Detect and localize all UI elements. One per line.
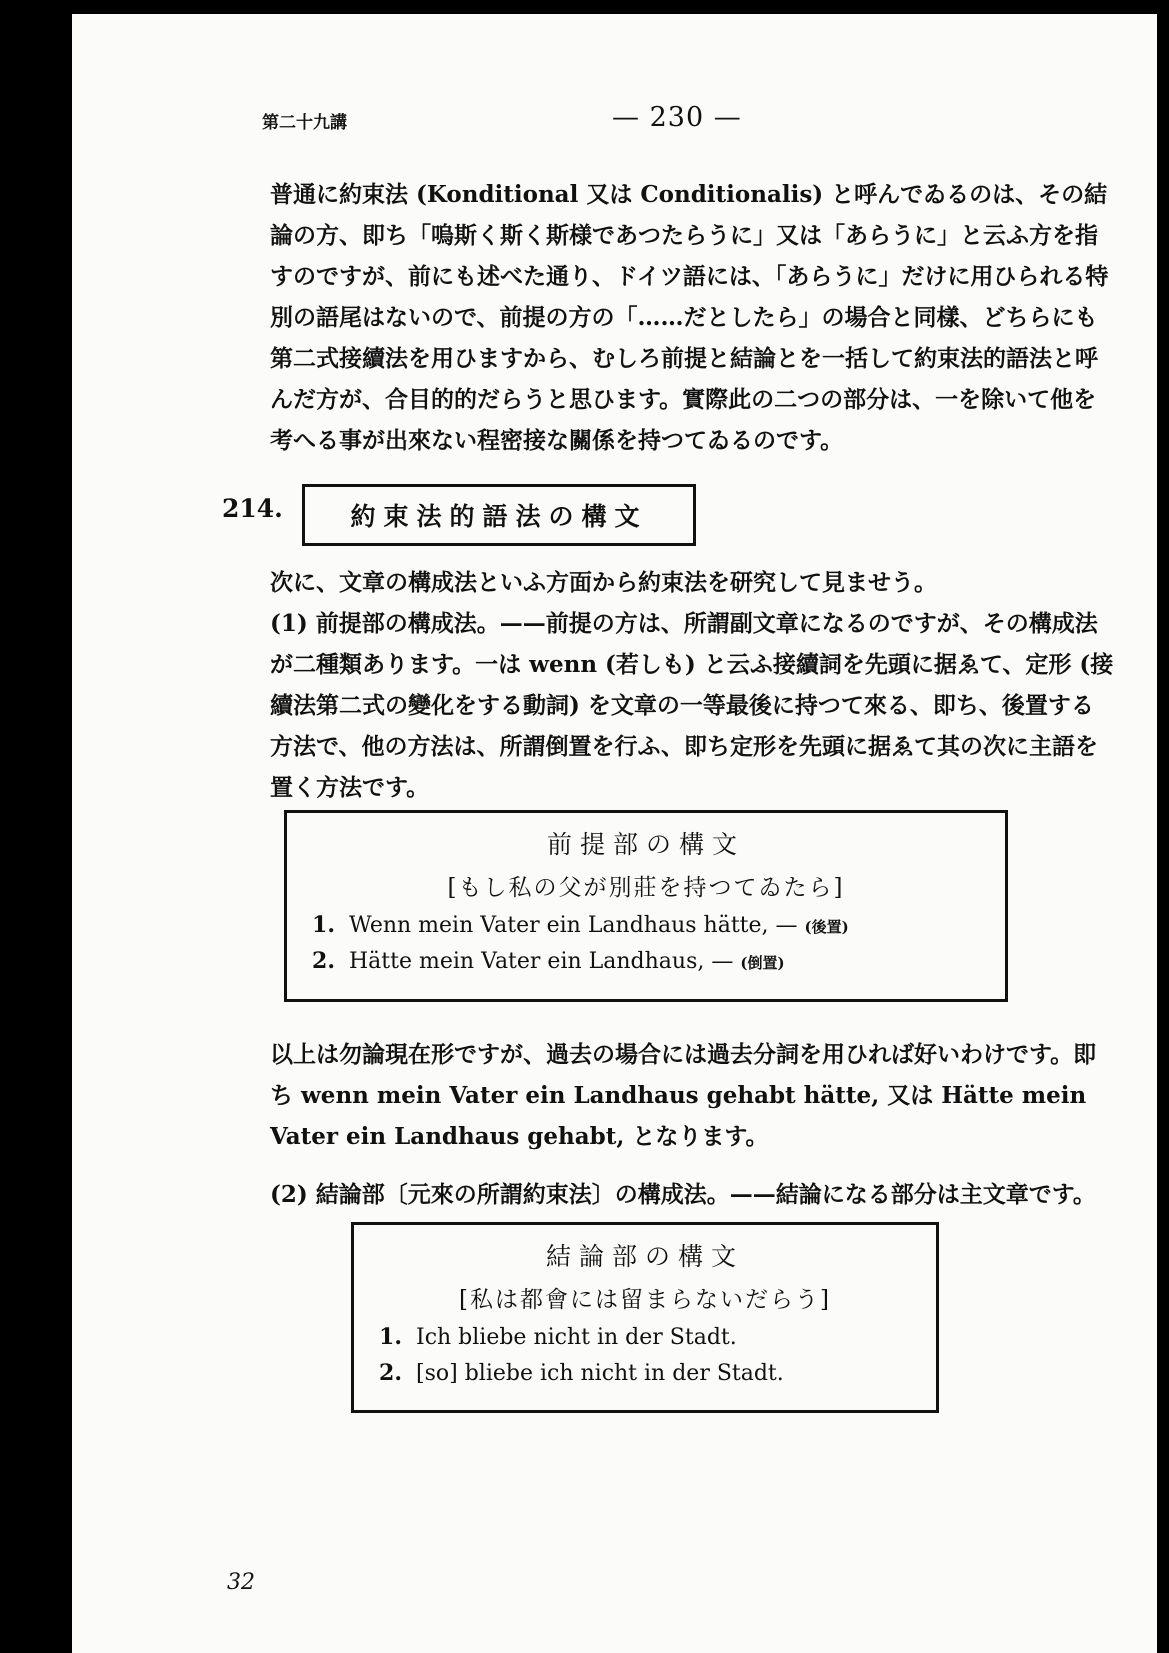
box-title: 結論部の構文: [545, 1242, 744, 1271]
premise-construction-box: [284, 810, 1008, 1002]
paragraph-construction: [270, 562, 1115, 808]
example-text: [so] bliebe ich nicht in der Stadt.: [416, 1361, 784, 1386]
example-number: 2.: [379, 1360, 402, 1386]
page-number: — 230 —: [612, 102, 742, 133]
example-line: [354, 1324, 936, 1350]
folio-number: 32: [227, 1570, 255, 1595]
paragraph-intro: 普通に約束法 (Konditional 又は Conditionalis) と呼んでゐるのは、その結論の方、即ち「嗚斯く斯く斯様であつたらうに」又は「あらうに」と云ふ方を指すのですが、前にも述べた通り、ドイツ語には、「あらうに」だけに用ひられる特別の語尾はないので、前提の方の「……だとしたら」の場合と同樣、どちらにも第二式接續法を用ひますから、むしろ前提と結論とを一括して約束法的語法と呼んだ方が、合目的的だらうと思ひます。實際此の二つの部分は、一を除いて他を考へる事が出來ない程密接な關係を持つてゐるのです。: [270, 181, 1109, 454]
example-text: Hätte mein Vater ein Landhaus, —: [349, 949, 734, 974]
paragraph-conclusion: (2) 結論部〔元來の所謂約束法〕の構成法。——結論になる部分は主文章です。: [270, 1181, 1096, 1208]
box-title: 前提部の構文: [546, 830, 745, 859]
example-number: 2.: [312, 948, 335, 974]
example-note: (倒置): [740, 954, 785, 972]
paragraph-past-tense: 以上は勿論現在形ですが、過去の場合には過去分詞を用ひれば好いわけです。即ち wenn mein Vater ein Landhaus gehabt hätte, 又は Hätte mein Vater ein Landhaus gehabt, となります。: [270, 1041, 1097, 1150]
book-page: [72, 14, 1157, 1653]
example-text: Ich bliebe nicht in der Stadt.: [416, 1325, 737, 1350]
example-note: (後置): [804, 918, 849, 936]
paragraph-construction-lead: 次に、文章の構成法といふ方面から約束法を研究して見ませう。: [270, 569, 937, 596]
example-line: [354, 1360, 936, 1386]
example-text: Wenn mein Vater ein Landhaus hätte, —: [349, 913, 798, 938]
conclusion-construction-box: [351, 1222, 939, 1413]
example-line: [287, 912, 1005, 938]
example-number: 1.: [379, 1324, 402, 1350]
box-subtitle: [もし私の父が別莊を持つてゐたら]: [447, 875, 845, 901]
example-line: [287, 948, 1005, 974]
section-title: 約束法的語法の構文: [302, 484, 696, 546]
example-number: 1.: [312, 912, 335, 938]
chapter-header: 第二十九講: [262, 113, 347, 133]
box-subtitle: [私は都會には留まらないだらう]: [459, 1287, 831, 1313]
paragraph-premise: (1) 前提部の構成法。——前提の方は、所謂副文章になるのですが、その構成法が二種類あります。一は wenn (若しも) と云ふ接續詞を先頭に据ゑて、定形 (接續法第二式の變化をする動詞) を文章の一等最後に持つて來る、即ち、後置する方法で、他の方法は、所謂倒置を行ふ、即ち定形を先頭に据ゑて其の次に主語を置く方法です。: [270, 610, 1114, 801]
section-number: 214.: [222, 494, 283, 523]
